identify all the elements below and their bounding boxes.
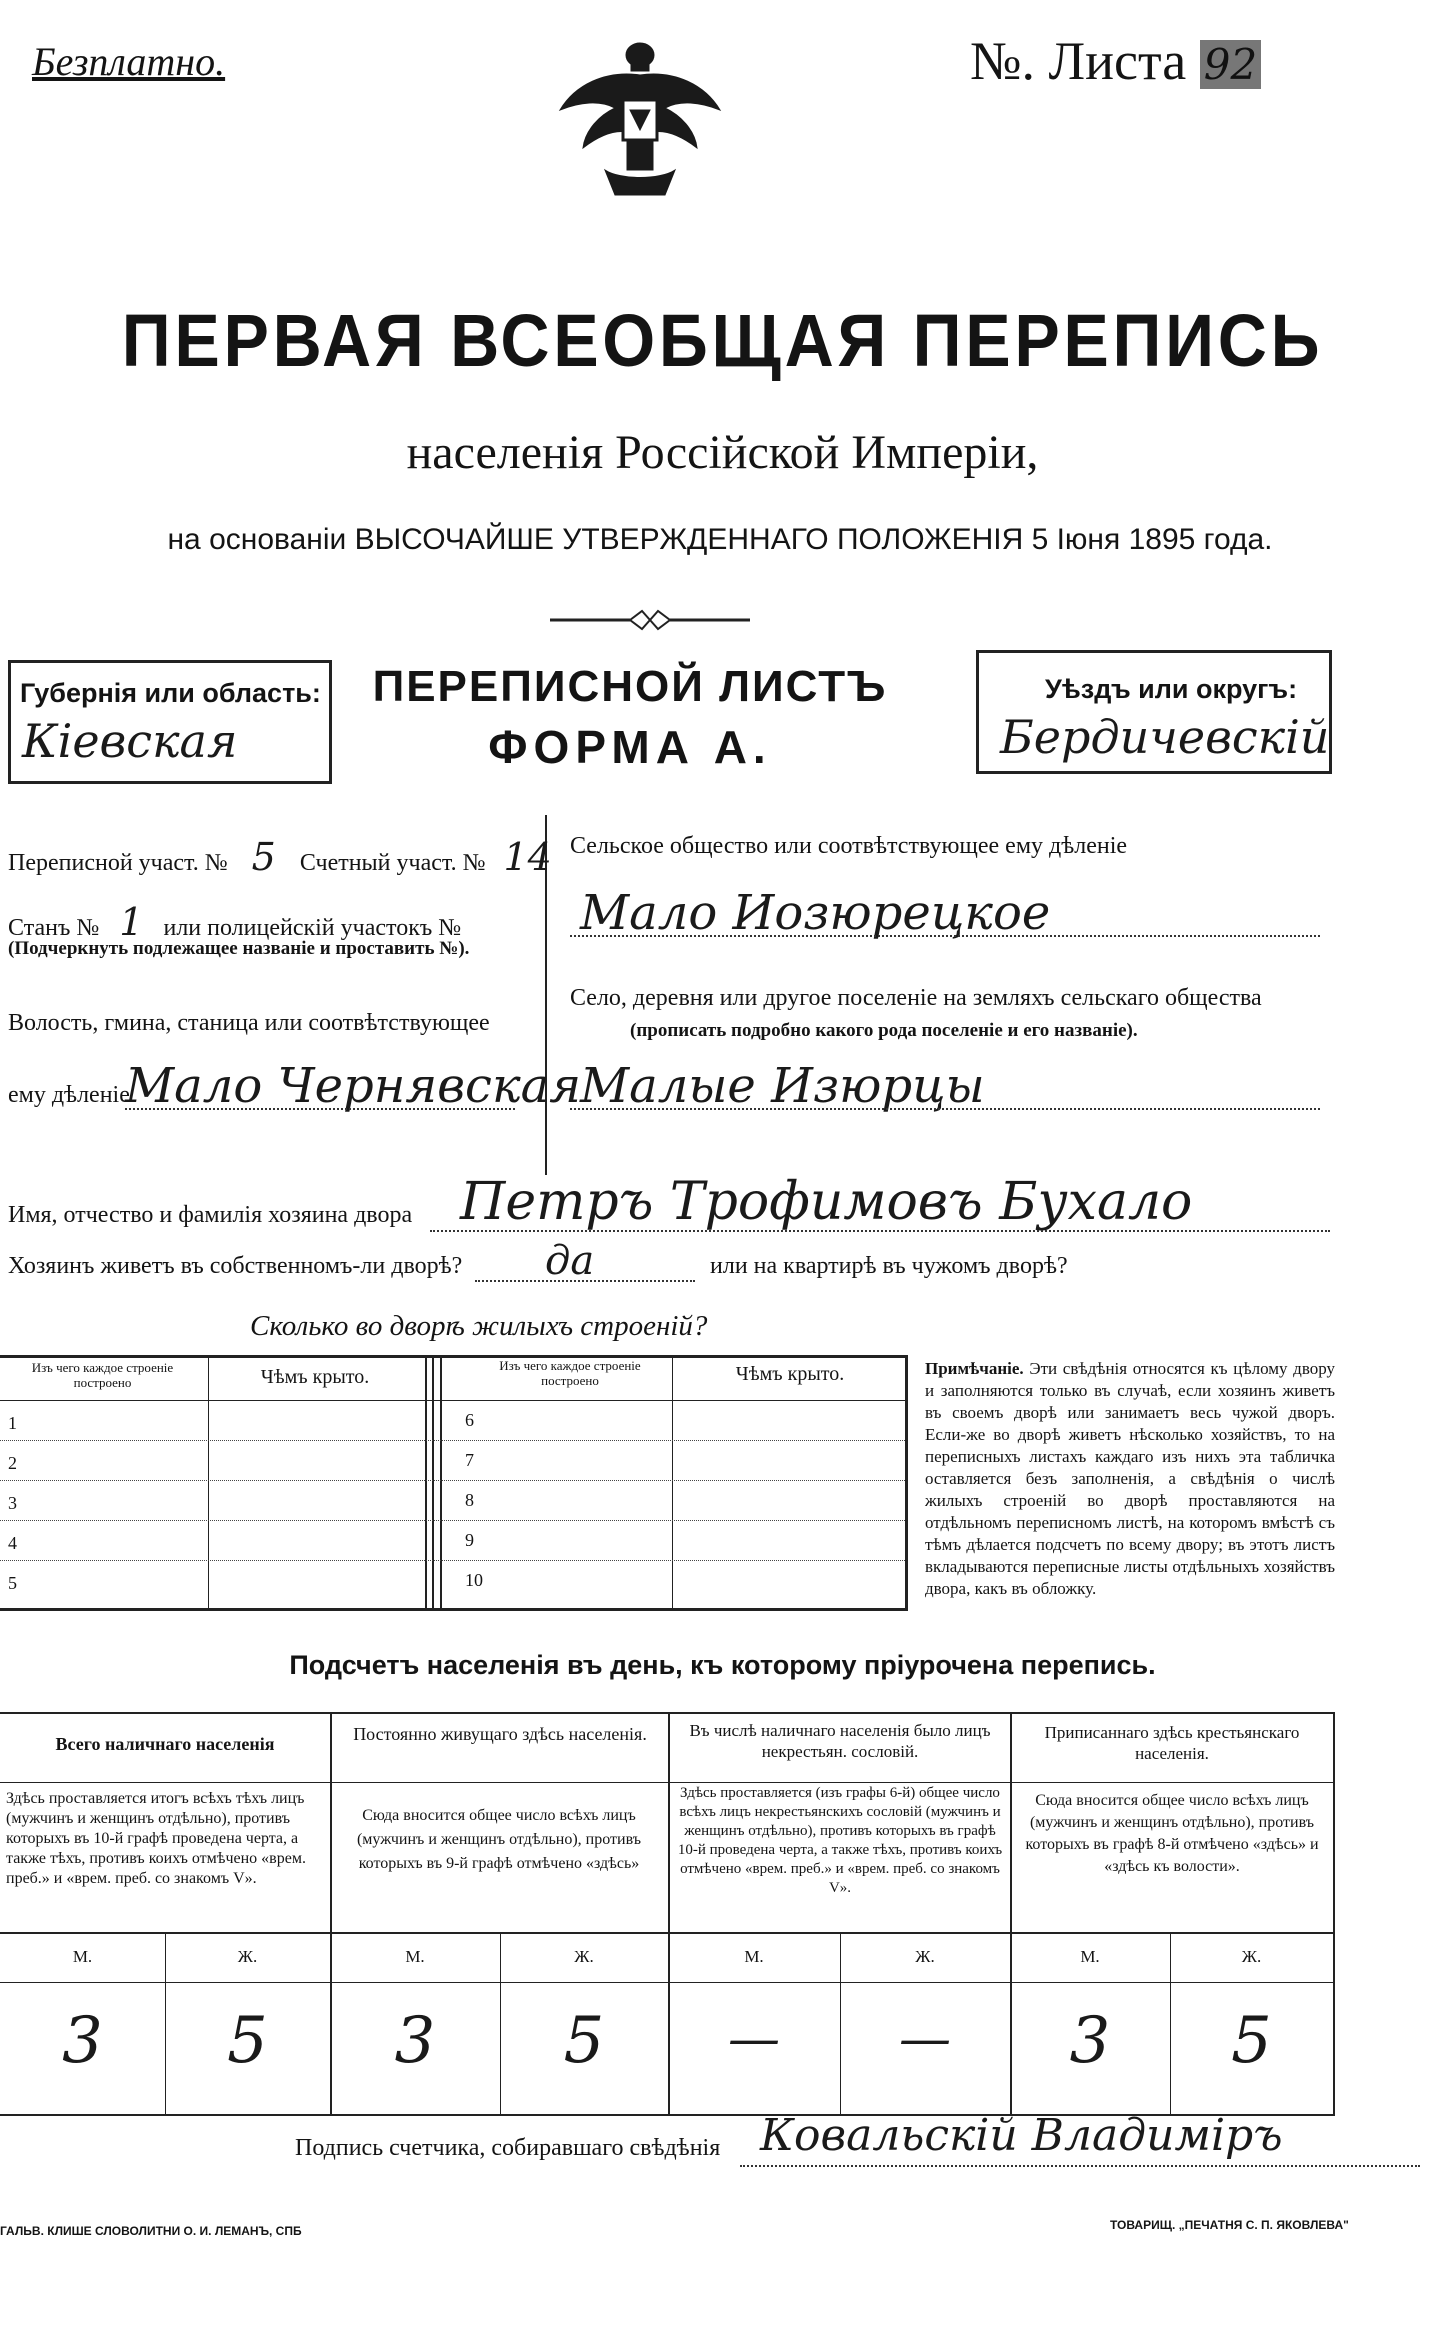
population-heading: Подсчетъ населенія въ день, къ которому пріурочена перепись. <box>289 1650 1156 1680</box>
female-label: Ж. <box>915 1947 935 1966</box>
col-divider <box>672 1358 673 1608</box>
note-block <box>925 1358 1335 1600</box>
district-value: Бердичевскій <box>1000 710 1330 764</box>
police-label: или полицейскій участокъ № <box>163 915 462 941</box>
row-number: 7 <box>465 1450 474 1470</box>
imprint-left: ГАЛЬВ. КЛИШЕ СЛОВОЛИТНИ О. И. ЛЕМАНЪ, СПБ <box>0 2224 302 2238</box>
volost-label-2: ему дѣленіе <box>8 1082 130 1108</box>
row-number: 3 <box>8 1493 17 1513</box>
male-label: М. <box>72 1947 93 1966</box>
male-count: 3 <box>62 2004 103 2078</box>
signature-underline <box>740 2165 1420 2167</box>
desc-line <box>0 1932 1335 1934</box>
col-divider <box>440 1358 442 1608</box>
province-label: Губернія или область: <box>20 678 321 708</box>
female-label: Ж. <box>1241 1947 1262 1966</box>
census-basis-line: на основаніи ВЫСОЧАЙШЕ УТВЕРЖДЕННАГО ПОЛОЖЕНІЯ 5 Іюня 1895 года. <box>167 523 1273 556</box>
pop-col-desc: Здѣсь проставляется итогъ всѣхъ тѣхъ лицъ (мужчинъ и женщинъ отдѣльно), противъ которыхъ въ 10-й графѣ проведена черта, а также тѣхъ, противъ коихъ отмѣчено «врем. преб.» и «врем. преб. со знакомъ V». <box>6 1790 306 1887</box>
stan-label: Станъ № <box>8 915 100 941</box>
note-title: Примѣчаніе. <box>925 1359 1024 1378</box>
male-label: М. <box>405 1947 425 1966</box>
signature-value: Ковальскій Владиміръ <box>760 2110 1283 2161</box>
owner-name-underline <box>430 1230 1330 1232</box>
owner-name-label: Имя, отчество и фамилія хозяина двора <box>8 1202 413 1228</box>
census-main-title: ПЕРВАЯ ВСЕОБЩАЯ ПЕРЕПИСЬ <box>121 299 1324 382</box>
volost-underline <box>125 1108 515 1110</box>
counting-section-value: 14 <box>503 835 552 879</box>
sheet-title: ПЕРЕПИСНОЙ ЛИСТЪ <box>372 662 888 711</box>
female-count: — <box>899 2009 951 2069</box>
female-count: 5 <box>227 2004 268 2078</box>
male-count: 3 <box>394 2004 436 2078</box>
row-number: 2 <box>8 1453 17 1473</box>
mf-line <box>0 1982 1335 1983</box>
census-section-label: Переписной участ. № <box>8 850 228 876</box>
volost-value: Мало Чернявская <box>125 1058 581 1114</box>
residence-alt-label: или на квартирѣ въ чужомъ дворѣ? <box>710 1253 1068 1279</box>
volost-label: Волость, гмина, станица или соотвѣтствующее <box>8 1010 490 1036</box>
stan-note: (Подчеркнуть подлежащее названіе и проставить №). <box>8 938 470 959</box>
sheet-number-value: 92 <box>1200 40 1261 89</box>
col-divider <box>208 1358 209 1608</box>
village-underline <box>570 1108 1320 1110</box>
pop-col-title: Приписаннаго здѣсь крестьянскаго населенія. <box>1044 1723 1300 1763</box>
village-label: Село, деревня или другое поселеніе на земляхъ сельскаго общества <box>570 985 1262 1011</box>
col-roof-header-left: Чѣмъ крыто. <box>260 1366 370 1388</box>
district-label: Уѣздъ или округъ: <box>1045 674 1298 704</box>
buildings-table <box>0 1355 908 1611</box>
population-table <box>0 1712 1335 2116</box>
residence-value: да <box>545 1238 595 1284</box>
sheet-number-label <box>970 30 1261 92</box>
table-header-line <box>0 1400 905 1401</box>
ornament-divider <box>550 605 750 635</box>
stan-value: 1 <box>119 900 144 944</box>
female-count: 5 <box>1231 2004 1272 2078</box>
society-label: Сельское общество или соотвѣтствующее ему дѣленіе <box>570 833 1128 859</box>
row-number: 6 <box>465 1410 474 1430</box>
col-divider <box>1333 1714 1335 2114</box>
free-label: Безплатно. <box>32 39 226 84</box>
title-line <box>0 1782 1335 1783</box>
form-title: ФОРМА А. <box>488 721 772 773</box>
col-roof-header-right: Чѣмъ крыто. <box>735 1363 845 1385</box>
row-number: 5 <box>8 1573 17 1593</box>
census-subtitle: населенія Россійской Имперіи, <box>406 426 1039 479</box>
pop-col-desc: Здѣсь проставляется (изъ графы 6-й) общее число всѣхъ лицъ некрестьянскихъ сословій (мужчинъ и женщинъ отдѣльно), противъ которыхъ въ графѣ 10-й проведена черта, а также тѣхъ, противъ коихъ отмѣчено «врем. преб.» и «врем. преб. со знакомъ V». <box>677 1785 1003 1896</box>
residence-label: Хозяинъ живетъ въ собственномъ-ли дворѣ? <box>8 1253 463 1279</box>
row-line <box>0 1520 905 1521</box>
col-divider <box>425 1358 427 1608</box>
row-line <box>0 1480 905 1481</box>
female-label: Ж. <box>237 1947 258 1966</box>
row-number: 10 <box>465 1570 483 1590</box>
col-material-header-right: Изъ чего каждое строеніе построено <box>499 1358 641 1388</box>
pop-col-title: Въ числѣ наличнаго населенія было лицъ некрестьян. сословій. <box>689 1721 991 1761</box>
double-headed-eagle-emblem <box>545 30 735 200</box>
row-line <box>0 1440 905 1441</box>
owner-name-value: Петръ Трофимовъ Бухало <box>460 1172 1193 1232</box>
female-count: 5 <box>563 2004 605 2078</box>
male-label: М. <box>1080 1947 1100 1966</box>
row-number: 4 <box>8 1533 17 1553</box>
row-line <box>0 1560 905 1561</box>
female-label: Ж. <box>574 1947 594 1966</box>
male-label: М. <box>744 1947 764 1966</box>
village-value: Малые Изюрцы <box>580 1058 985 1114</box>
residence-underline <box>475 1280 695 1282</box>
row-number: 1 <box>8 1413 17 1433</box>
society-value: Мало Иозюрецкое <box>580 885 1051 941</box>
buildings-question: Сколько во дворѣ жилыхъ строеній? <box>250 1310 708 1342</box>
note-text: Эти свѣдѣнія относятся къ цѣлому двору и заполняются только въ случаѣ, если хозяинъ живетъ въ своемъ дворѣ или занимаетъ весь чужой дворъ. Если-же во дворѣ живетъ нѣсколько хозяйствъ, то на переписныхъ листахъ каждаго изъ нихъ эта табличка оставляется безъ заполненія, а свѣдѣнія о числѣ жилыхъ строеній во дворѣ проставляются на отдѣльномъ переписномъ листѣ, на которомъ вмѣстѣ съ тѣмъ дѣлается подсчетъ по всему двору; въ этотъ листъ вкладываются переписные листы отдѣльныхъ хозяйствъ двора, какъ въ обложку. <box>925 1359 1336 1598</box>
row-number: 9 <box>465 1530 474 1550</box>
col-divider <box>432 1358 434 1608</box>
pop-col-title: Всего наличнаго населенія <box>55 1734 275 1754</box>
census-section-value: 5 <box>251 835 276 879</box>
pop-col-desc: Сюда вносится общее число всѣхъ лицъ (мужчинъ и женщинъ отдѣльно), противъ которыхъ въ графѣ 8-й отмѣчено «здѣсь» и «здѣсь къ волости». <box>1025 1792 1319 1875</box>
pop-col-desc: Сюда вносится общее число всѣхъ лицъ (мужчинъ и женщинъ отдѣльно), противъ которыхъ въ 9-й графѣ отмѣчено «здѣсь» <box>356 1807 642 1872</box>
counting-section-label: Счетный участ. № <box>299 850 486 876</box>
signature-label: Подпись счетчика, собиравшаго свѣдѣнія <box>295 2135 721 2161</box>
pop-col-title: Постоянно живущаго здѣсь населенія. <box>353 1724 647 1744</box>
society-underline <box>570 935 1320 937</box>
col-material-header-left: Изъ чего каждое строеніе построено <box>31 1360 174 1390</box>
province-value: Кіевская <box>22 714 238 768</box>
village-note: (прописать подробно какого рода поселеніе и его названіе). <box>630 1020 1138 1041</box>
residence-row <box>8 1253 462 1280</box>
row-number: 8 <box>465 1490 474 1510</box>
imprint-right: ТОВАРИЩ. „ПЕЧАТНЯ С. П. ЯКОВЛЕВА" <box>1110 2218 1349 2232</box>
sheet-number-text: №. Листа <box>970 31 1187 91</box>
male-count: 3 <box>1069 2004 1111 2078</box>
census-section-row <box>8 835 552 879</box>
male-count: — <box>728 2009 780 2069</box>
